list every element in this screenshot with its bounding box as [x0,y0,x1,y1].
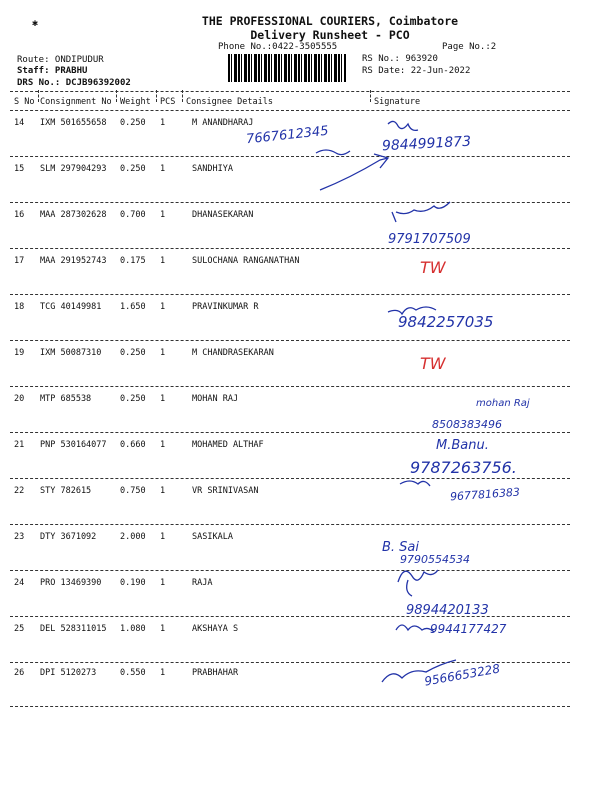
row-pcs: 1 [160,210,166,220]
handwritten-mark: TW [420,258,446,277]
row-sno: 15 [14,164,25,174]
signature-scribble [396,625,434,632]
row-sno: 24 [14,578,25,588]
signature-scribble [388,121,418,130]
row-weight: 0.250 [120,394,146,404]
row-consignee: VR SRINIVASAN [192,486,259,496]
row-sno: 21 [14,440,25,450]
row-sno: 23 [14,532,25,542]
row-weight: 0.750 [120,486,146,496]
row-weight: 0.175 [120,256,146,266]
row-consignment: MTP 685538 [40,394,92,404]
phone-number: Phone No.:0422-3505555 [218,42,338,52]
handwritten-name: B. Sai [382,540,420,555]
row-consignee: MOHAN RAJ [192,394,239,404]
document-title: Delivery Runsheet - PCO [250,28,410,42]
row-pcs: 1 [160,348,166,358]
row-consignee: M ANANDHARAJ [192,118,254,128]
col-sno: S No [14,97,35,107]
row-weight: 0.700 [120,210,146,220]
row-consignment: MAA 287302628 [40,210,107,220]
row-consignee: DHANASEKARAN [192,210,254,220]
signature-scribble [316,150,350,155]
row-pcs: 1 [160,164,166,174]
row-pcs: 1 [160,256,166,266]
row-consignment: STY 782615 [40,486,92,496]
row-pcs: 1 [160,302,166,312]
row-pcs: 1 [160,578,166,588]
row-consignment: SLM 297904293 [40,164,107,174]
row-weight: 1.080 [120,624,146,634]
signature-scribble [400,481,430,486]
row-consignment: MAA 291952743 [40,256,107,266]
row-weight: 0.250 [120,118,146,128]
handwritten-name: M.Banu. [436,438,489,453]
row-sno: 17 [14,256,25,266]
row-pcs: 1 [160,118,166,128]
col-consignment: Consignment No [40,97,112,107]
signature-scribble [392,202,450,222]
handwritten-phone: 9944177427 [430,622,507,636]
row-sno: 26 [14,668,25,678]
handwritten-phone: 7667612345 [245,123,330,148]
row-pcs: 1 [160,440,166,450]
row-sno: 20 [14,394,25,404]
handwritten-name: mohan Raj [476,398,530,409]
row-sno: 16 [14,210,25,220]
row-consignee: MOHAMED ALTHAF [192,440,264,450]
rs-number: RS No.: 963920 [362,54,438,64]
row-consignee: PRABHAHAR [192,668,239,678]
row-consignment: DEL 528311015 [40,624,107,634]
row-sno: 22 [14,486,25,496]
row-weight: 0.250 [120,348,146,358]
row-weight: 2.000 [120,532,146,542]
row-consignee: RAJA [192,578,213,588]
row-consignment: PRO 13469390 [40,578,102,588]
row-pcs: 1 [160,486,166,496]
drs-number: DRS No.: DCJB96392002 [17,78,131,88]
handwritten-phone: 8508383496 [432,418,502,431]
row-sno: 18 [14,302,25,312]
row-consignee: AKSHAYA S [192,624,239,634]
handwritten-phone: 9894420133 [406,603,489,618]
handwritten-phone: 9844991873 [381,133,472,155]
page-number: Page No.:2 [442,42,497,52]
col-signature: Signature [374,97,421,107]
handwritten-mark: TW [420,354,446,373]
row-consignment: TCG 40149981 [40,302,102,312]
row-weight: 0.660 [120,440,146,450]
route: Route: ONDIPUDUR [17,55,104,65]
row-pcs: 1 [160,624,166,634]
row-consignee: PRAVINKUMAR R [192,302,259,312]
signature-scribble [388,307,436,314]
row-consignee: M CHANDRASEKARAN [192,348,274,358]
handwritten-phone: 9566653228 [423,661,501,689]
row-sno: 25 [14,624,25,634]
handwritten-phone: 9790554534 [400,553,470,566]
staff: Staff: PRABHU [17,66,88,76]
col-pcs: PCS [160,97,176,107]
row-pcs: 1 [160,394,166,404]
handwritten-phone: 9677816383 [449,485,521,504]
row-consignment: DTY 3671092 [40,532,97,542]
handwritten-phone: 9787263756. [410,458,517,477]
row-weight: 0.550 [120,668,146,678]
company-title: THE PROFESSIONAL COURIERS, Coimbatore [201,14,459,28]
row-sno: 19 [14,348,25,358]
signature-scribble [398,570,438,596]
col-consignee: Consignee Details [186,97,273,107]
row-consignment: IXM 50087310 [40,348,102,358]
row-consignee: SULOCHANA RANGANATHAN [192,256,300,266]
corner-mark: ✱ [32,18,39,29]
row-consignee: SASIKALA [192,532,233,542]
handwritten-phone: 9842257035 [398,313,494,331]
row-sno: 14 [14,118,25,128]
row-weight: 1.650 [120,302,146,312]
rs-date: RS Date: 22-Jun-2022 [362,66,471,76]
row-consignment: IXM 501655658 [40,118,107,128]
col-weight: Weight [120,97,151,107]
handwritten-phone: 9791707509 [388,232,471,247]
row-consignment: PNP 530164077 [40,440,107,450]
row-consignment: DPI 5120273 [40,668,97,678]
row-weight: 0.250 [120,164,146,174]
row-pcs: 1 [160,668,166,678]
signature-scribble [382,660,456,682]
signature-scribble [320,154,388,190]
row-weight: 0.190 [120,578,146,588]
row-consignee: SANDHIYA [192,164,233,174]
row-pcs: 1 [160,532,166,542]
